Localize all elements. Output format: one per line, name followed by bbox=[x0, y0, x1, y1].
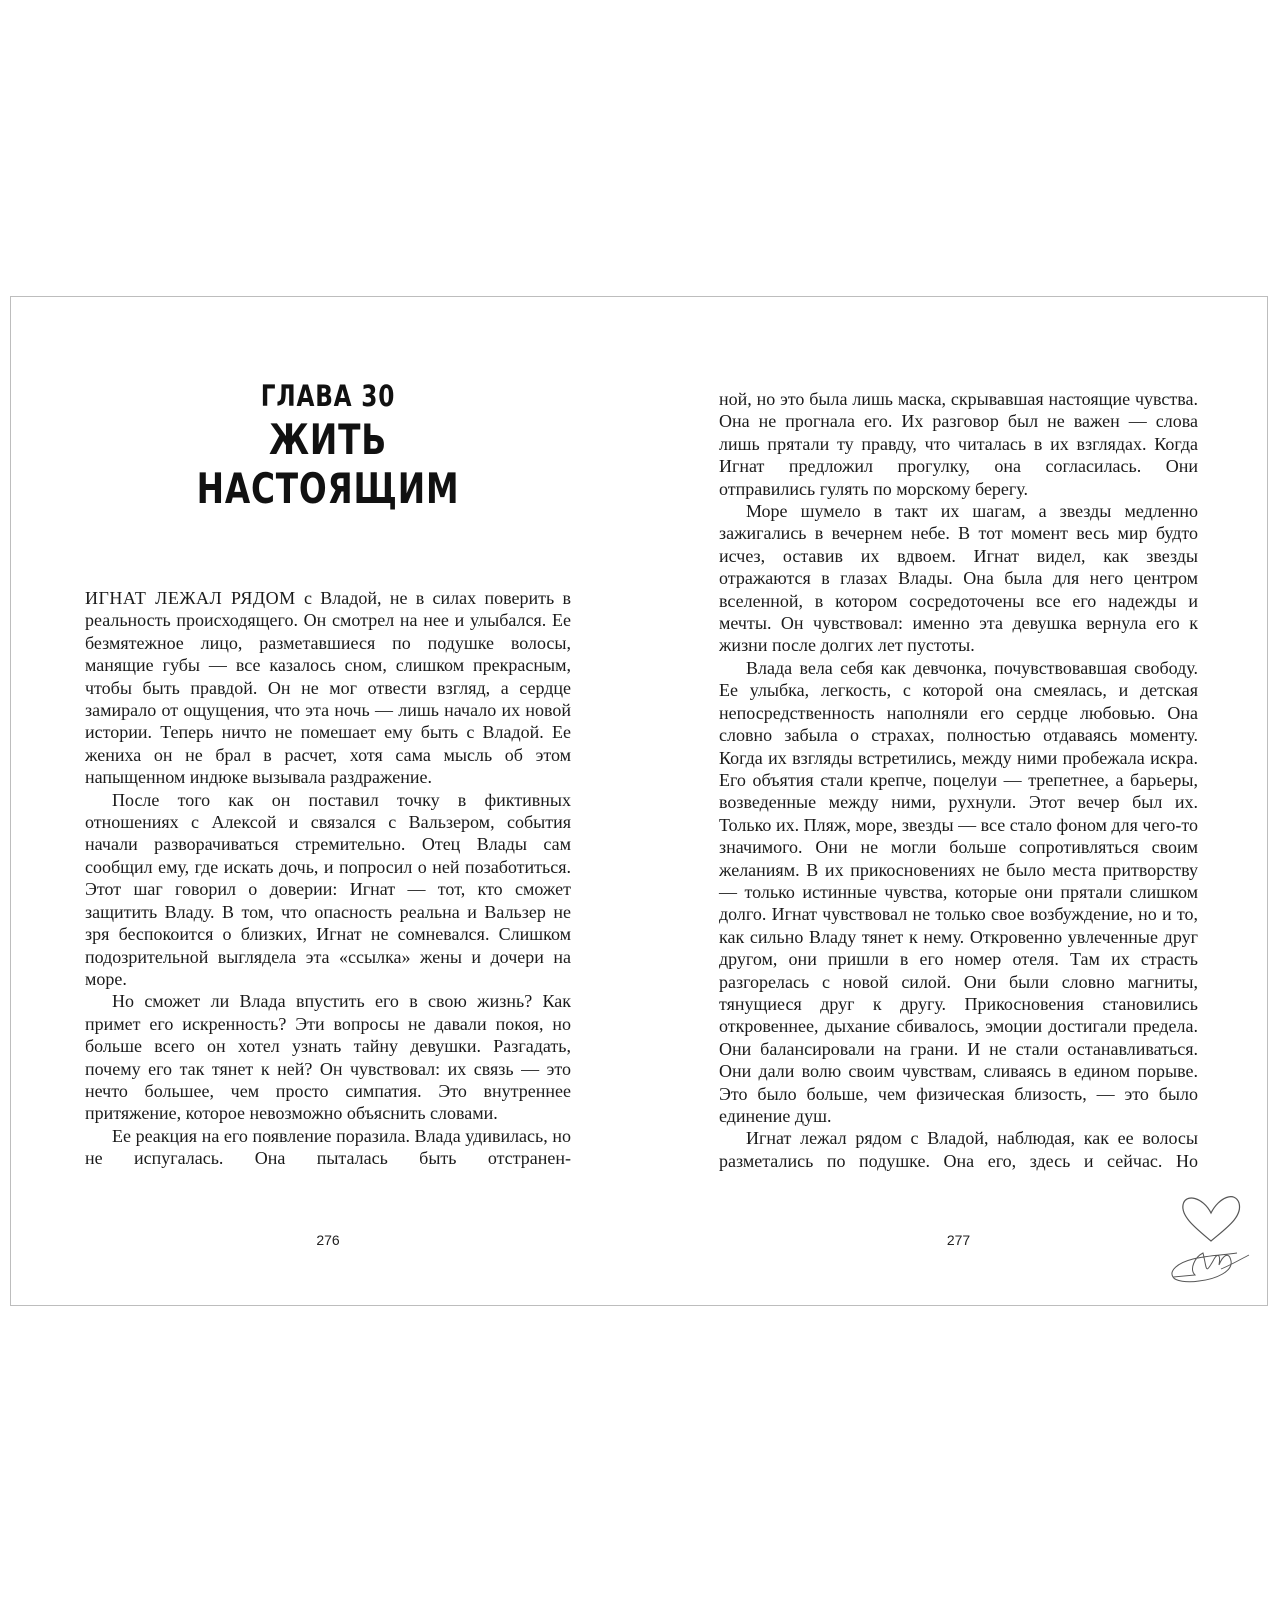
page-number: 276 bbox=[316, 1232, 340, 1248]
paragraph bbox=[85, 587, 571, 789]
paragraph: Ее реакция на его появление поразила. Влада удивилась, но не испугалась. Она пыталась быть отстранен- bbox=[85, 1125, 571, 1169]
paragraph: Влада вела себя как девчонка, почувствовавшая свободу. Ее улыбка, легкость, с которой она смеялась, и детская непосредственность наполняли его сердце любовью. Она словно забыла о страхах, полностью отдаваясь моменту. Когда их взгляды встретились, между ними пробежала искра. Его объятия стали крепче, поцелуи — трепетнее, а барьеры, возведенные между ними, рухнули. Этот вечер был их. Только их. Пляж, море, звезды — все стало фоном для чего-то значимого. Они не могли больше сопротивляться своим желаниям. В их прикосновениях не было места притворству — только истинные чувства, которые они прятали слишком долго. Игнат чувствовал не только свое возбуждение, но и то, как сильно Владу тянет к нему. Откровенно увлеченные друг другом, они пришли в его номер отеля. Там их страсть разгорелась с новой силой. Они были словно магниты, тянущиеся друг к другу. Прикосновения становились откровеннее, дыхание сбивалось, эмоции достигали предела. Они балансировали на грани. И не стали останавливаться. Они дали волю своим чувствам, сливаясь в едином порыве. Это было больше, чем физическая близость, — это было единение душ. bbox=[719, 657, 1198, 1126]
left-page bbox=[85, 297, 571, 1305]
right-page bbox=[719, 297, 1198, 1305]
left-page-text bbox=[85, 587, 571, 1170]
paragraph: Море шумело в такт их шагам, а звезды медленно зажигались в вечернем небе. В тот момент весь мир будто исчез, оставив их вдвоем. Игнат видел, как звезды отражаются в глазах Влады. Она была для него центром вселенной, в котором сосредоточены все его надежды и мечты. Он чувствовал: именно эта девушка вернула его к жизни после долгих лет пустоты. bbox=[719, 501, 1198, 656]
paragraph: Но сможет ли Влада впустить его в свою жизнь? Как примет его искренность? Эти вопросы не давали покоя, но больше всего он хотел узнать тайну девушки. Разгадать, почему его так тянет к ней? Он чувствовал: их связь — это нечто большее, чем просто симпатия. Это внутреннее притяжение, которое невозможно объяснить словами. bbox=[85, 991, 571, 1124]
chapter-title: ЖИТЬ НАСТОЯЩИМ bbox=[196, 415, 460, 513]
paragraph-text: с Владой, не в силах поверить в реальность происходящего. Он смотрел на нее и улыбался. Ее безмятежное лицо, разметавшиеся по подушке волосы, манящие губы — все казалось сном, слишком прекрасным, чтобы быть правдой. Он не мог отвести взгляд, а сердце замирало от ощущения, что эта ночь — лишь начало их новой истории. Теперь ничто не помешает ему быть с Владой. Ее жениха он не брал в расчет, хотя сама мысль об этом напыщенном индюке вызывала раздражение. bbox=[85, 588, 571, 788]
chapter-number: ГЛАВА 30 bbox=[260, 379, 396, 413]
paragraph: После того как он поставил точку в фиктивных отношениях с Алексой и связался с Вальзером, события начали разворачиваться стремительно. Отец Влады сам сообщил ему, где искать дочь, и попросил о ней позаботиться. Этот шаг говорил о доверии: Игнат — тот, кто сможет защитить Владу. В том, что опасность реальна и Вальзер не зря беспокоится о близких, Игнат не сомневался. Слишком подозрительной выглядела эта «ссылка» жены и дочери на море. bbox=[85, 789, 571, 989]
right-page-text bbox=[719, 388, 1198, 1172]
paragraph-lead-caps: ИГНАТ ЛЕЖАЛ РЯДОМ bbox=[85, 588, 296, 608]
paragraph: Игнат лежал рядом с Владой, наблюдая, как ее волосы разметались по подушке. Она его, здесь и сейчас. Но bbox=[719, 1128, 1198, 1171]
page-number: 277 bbox=[946, 1232, 971, 1248]
heart-signature-doodle-icon bbox=[1159, 1179, 1263, 1289]
paragraph: ной, но это была лишь маска, скрывавшая настоящие чувства. Она не прогнала его. Их разговор был не важен — слова лишь прятали ту правду, что читалась в их взглядах. Когда Игнат предложил прогулку, она согласилась. Они отправились гулять по морскому берегу. bbox=[719, 389, 1198, 499]
book-spread bbox=[10, 296, 1268, 1306]
